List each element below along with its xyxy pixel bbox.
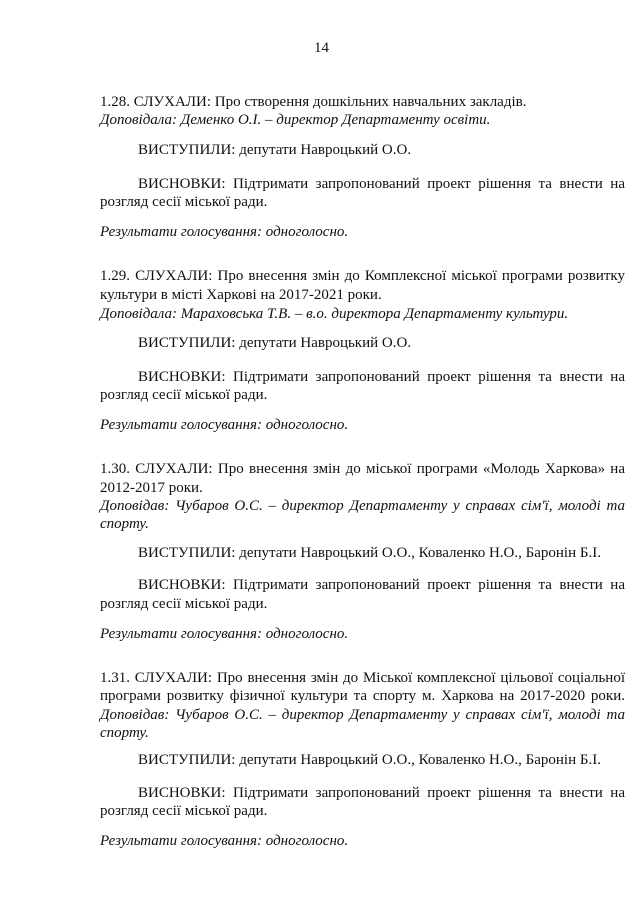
heard-line-cont: культури в місті Харкові на 2017-2021 роки. [100,287,382,303]
vote-result: Результати голосування: одноголосно. [100,833,349,849]
heard-line: 1.31. СЛУХАЛИ: Про внесення змін до Міської комплексної цільової соціальної [100,670,625,686]
spoke-line: ВИСТУПИЛИ: депутати Навроцький О.О., Коваленко Н.О., Баронін Б.І. [138,545,601,561]
reporter-line: Доповідав: Чубаров О.С. – директор Департаменту у справах сім'ї, молоді та [100,498,625,514]
heard-line: 1.29. СЛУХАЛИ: Про внесення змін до Комплексної міської програми розвитку [100,268,625,284]
conclusions-line: ВИСНОВКИ: Підтримати запропонований проект рішення та внести на [138,369,625,385]
heard-line: 1.30. СЛУХАЛИ: Про внесення змін до міської програми «Молодь Харкова» на [100,461,625,477]
reporter-line-cont: спорту. [100,725,149,741]
conclusions-line: ВИСНОВКИ: Підтримати запропонований проект рішення та внести на [138,176,625,192]
reporter-line-cont: спорту. [100,516,149,532]
spoke-line: ВИСТУПИЛИ: депутати Навроцький О.О. [138,335,412,351]
reporter-line: Доповідала: Деменко О.І. – директор Департаменту освіти. [100,112,491,128]
conclusions-line-cont: розгляд сесії міської ради. [100,803,268,819]
spoke-line: ВИСТУПИЛИ: депутати Навроцький О.О. [138,142,412,158]
vote-result: Результати голосування: одноголосно. [100,224,349,240]
heard-line: 1.28. СЛУХАЛИ: Про створення дошкільних навчальних закладів. [100,94,527,110]
conclusions-line: ВИСНОВКИ: Підтримати запропонований проект рішення та внести на [138,577,625,593]
vote-result: Результати голосування: одноголосно. [100,417,349,433]
conclusions-line-cont: розгляд сесії міської ради. [100,387,268,403]
vote-result: Результати голосування: одноголосно. [100,626,349,642]
page-number: 14 [314,40,329,56]
heard-line-cont: 2012-2017 роки. [100,480,203,496]
heard-line-cont: програми розвитку фізичної культури та спорту м. Харкова на 2017-2020 роки. [100,688,625,704]
reporter-line: Доповідав: Чубаров О.С. – директор Департаменту у справах сім'ї, молоді та [100,707,625,723]
spoke-line: ВИСТУПИЛИ: депутати Навроцький О.О., Коваленко Н.О., Баронін Б.І. [138,752,601,768]
reporter-line: Доповідала: Мараховська Т.В. – в.о. директора Департаменту культури. [100,306,569,322]
conclusions-line: ВИСНОВКИ: Підтримати запропонований проект рішення та внести на [138,785,625,801]
conclusions-line-cont: розгляд сесії міської ради. [100,194,268,210]
conclusions-line-cont: розгляд сесії міської ради. [100,596,268,612]
